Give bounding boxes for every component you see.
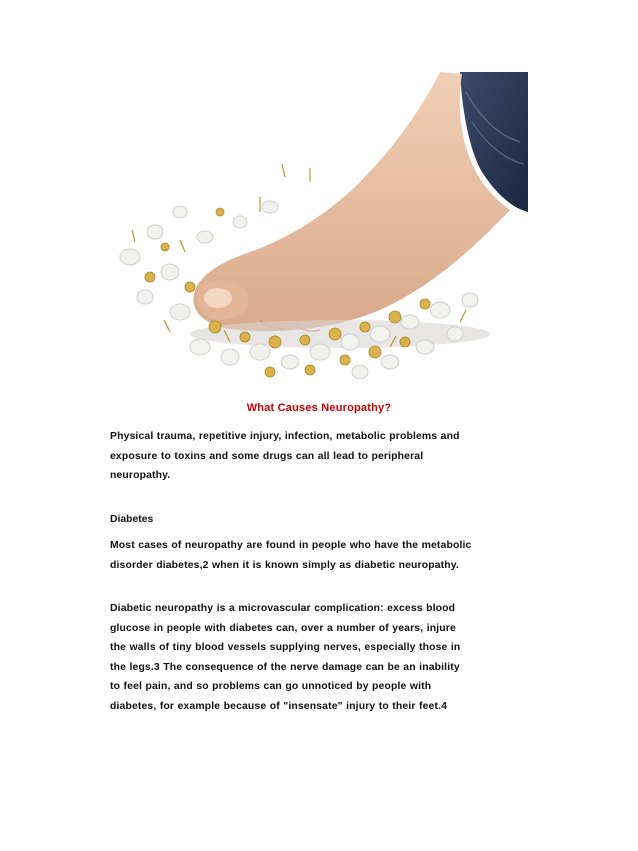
diabetes-heading: Diabetes bbox=[110, 514, 154, 525]
section-heading: What Causes Neuropathy? bbox=[246, 402, 392, 414]
diabetes-paragraph bbox=[110, 536, 540, 575]
complication-line: glucose in people with diabetes can, over a number of years, injure bbox=[110, 622, 456, 634]
intro-line: exposure to toxins and some drugs can all lead to peripheral bbox=[110, 450, 424, 462]
intro-line: Physical trauma, repetitive injury, infection, metabolic problems and bbox=[110, 431, 460, 442]
diabetes-line: Most cases of neuropathy are found in people who have the metabolic bbox=[110, 540, 472, 551]
complication-line: Diabetic neuropathy is a microvascular complication: excess blood bbox=[110, 603, 456, 614]
complication-line: the legs.3 The consequence of the nerve damage can be an inability bbox=[110, 661, 460, 673]
photo-illustration bbox=[110, 72, 528, 394]
complication-line: the walls of tiny blood vessels supplying nerves, especially those in bbox=[110, 642, 461, 653]
complication-line: diabetes, for example because of "insensate" injury to their feet.4 bbox=[110, 700, 448, 712]
intro-paragraph bbox=[110, 427, 540, 486]
complication-line: to feel pain, and so problems can go unnoticed by people with bbox=[110, 681, 432, 692]
intro-line: neuropathy. bbox=[110, 470, 171, 481]
foot-thumbtacks-image bbox=[110, 72, 528, 394]
complication-paragraph bbox=[110, 599, 540, 716]
diabetes-line: disorder diabetes,2 when it is known simply as diabetic neuropathy. bbox=[110, 559, 459, 571]
